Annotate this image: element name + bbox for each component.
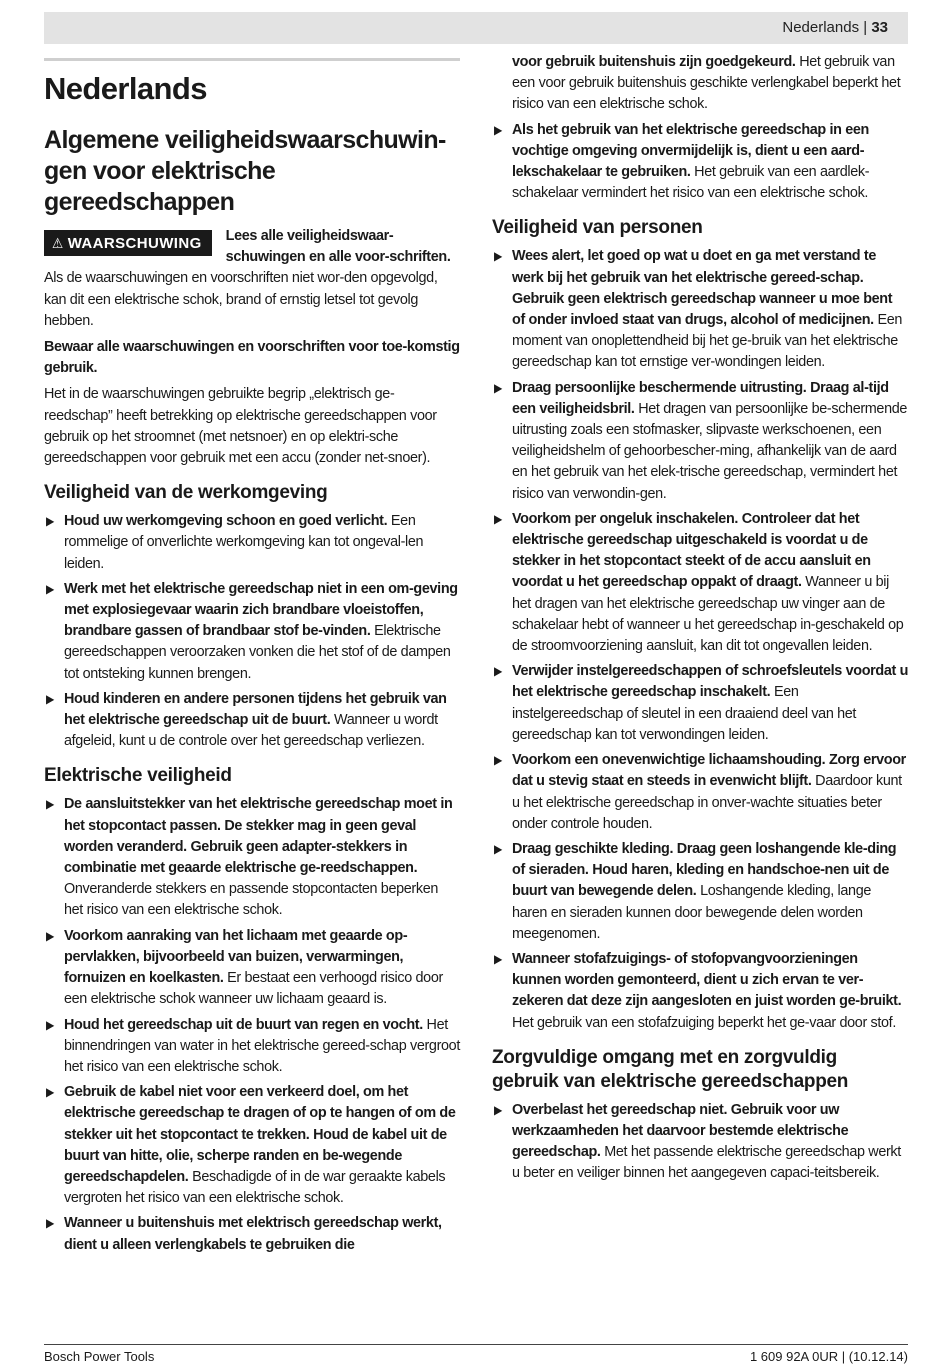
bullet-arrow-icon: ▶ <box>494 122 502 137</box>
item-text: Loshangende kleding, lange haren en sieraden kunnen door bewegende delen worden meegenomen. <box>512 883 872 942</box>
item-bold-text: De aansluitstekker van het elektrische gereedschap moet in het stopcontact passen. De stekker mag in geen geval worden veranderd. Gebruik geen adapter-stekkers in combinatie met geaarde elektrische ge-reedschappen. <box>64 796 453 877</box>
electrical-list <box>44 794 460 1255</box>
item-bold-text: Overbelast het gereedschap niet. Gebruik voor uw werkzaamheden het daarvoor bestemde elektrische gereedschap. <box>512 1101 849 1161</box>
list-item <box>44 511 460 575</box>
item-bold-text: Voorkom een onevenwichtige lichaamshouding. Zorg ervoor dat u stevig staat en steeds in evenwicht blijft. <box>512 752 906 790</box>
list-item <box>44 1015 460 1079</box>
list-item <box>492 246 908 373</box>
section-heading-electrical: Elektrische veiligheid <box>44 765 232 787</box>
footer-rule <box>44 1344 908 1345</box>
bullet-arrow-icon: ▶ <box>46 1085 54 1100</box>
item-text: Elektrische gereedschappen veroorzaken vonken die het stof of de dampen tot ontsteking kunnen brengen. <box>64 623 451 682</box>
bullet-arrow-icon: ▶ <box>494 511 502 526</box>
item-text: Het gebruik van een voor gebruik buitenshuis geschikte verlengkabel beperkt het risico van een elektrische schok. <box>512 54 901 113</box>
item-bold-text: Wanneer u buitenshuis met elektrisch gereedschap werkt, dient u alleen verlengkabels te gebruiken die <box>64 1215 442 1253</box>
bullet-arrow-icon: ▶ <box>46 1017 54 1032</box>
running-header <box>782 19 888 36</box>
item-bold-text: Als het gebruik van het elektrische gereedschap in een vochtige omgeving onvermijdelijk is, dient u een aard-lekschakelaar te gebruiken. <box>512 121 869 181</box>
item-bold-text: Wees alert, let goed op wat u doet en ga met verstand te werk bij het gebruik van het elektrische gereed-schap. Gebruik geen elektrisch gereedschap wanneer u moe bent of onder invloed staat van drugs, alcohol of medicijnen. <box>512 248 893 329</box>
list-item <box>492 509 908 657</box>
item-bold-text: Houd kinderen en andere personen tijdens het gebruik van het elektrische gereedschap uit de buurt. <box>64 690 447 729</box>
list-item <box>492 378 908 505</box>
warning-block <box>44 226 460 332</box>
bullet-arrow-icon: ▶ <box>46 581 54 596</box>
bullet-arrow-icon: ▶ <box>494 841 502 856</box>
item-bold-text: voor gebruik buitenshuis zijn goedgekeurd. <box>512 54 796 70</box>
bullet-arrow-icon: ▶ <box>46 928 54 943</box>
continued-list <box>492 52 908 204</box>
item-bold-text: Houd het gereedschap uit de buurt van regen en vocht. <box>64 1016 423 1033</box>
keep-instructions <box>44 337 460 379</box>
footer-doc-id: 1 609 92A 0UR | (10.12.14) <box>749 1349 908 1364</box>
warning-triangle-icon: ⚠ <box>52 235 64 251</box>
item-text: Het gebruik van een stofafzuiging beperkt het ge-vaar door stof. <box>512 1014 896 1031</box>
item-bold-text: Voorkom per ongeluk inschakelen. Controleer dat het elektrische gereedschap uitgeschakeld is voordat u de stekker in het stopcontact steekt of de accu aansluit en voordat u het gereedschap oppakt of draagt. <box>512 510 871 591</box>
list-item <box>44 794 460 921</box>
work-area-list <box>44 511 460 752</box>
careful-use-list <box>492 1100 908 1185</box>
bullet-arrow-icon: ▶ <box>46 797 54 812</box>
language-title: Nederlands <box>44 71 207 106</box>
footer-brand: Bosch Power Tools <box>44 1349 155 1364</box>
list-item <box>492 661 908 746</box>
list-item <box>44 926 460 1011</box>
section-heading-work-area: Veiligheid van de werkomgeving <box>44 482 328 504</box>
bullet-arrow-icon: ▶ <box>494 753 502 768</box>
list-item <box>492 949 908 1034</box>
page-header-bar <box>44 12 908 44</box>
bullet-arrow-icon: ▶ <box>494 380 502 395</box>
item-bold-text: Werk met het elektrische gereedschap niet in een om-geving met explosiegevaar waarin zich brandbare vloeistoffen, brandbare gassen of brandbaar stof be-vinden. <box>64 580 458 640</box>
item-text: Met het passende elektrische gereedschap werkt u beter en veiliger binnen het aangegeven capaci-teitsbereik. <box>512 1144 901 1182</box>
section-heading-personal: Veiligheid van personen <box>492 217 703 239</box>
warning-badge <box>44 230 212 256</box>
item-bold-text: Houd uw werkomgeving schoon en goed verlicht. <box>64 513 388 530</box>
item-text: Er bestaat een verhoogd risico door een elektrische schok wanneer uw lichaam geaard is. <box>64 970 443 1008</box>
language-rule <box>44 58 460 61</box>
list-item <box>44 1082 460 1209</box>
warning-badge-label: WAARSCHUWING <box>67 235 202 252</box>
item-text: Onveranderde stekkers en passende stopcontacten beperken het risico van een elektrische schok. <box>64 881 438 919</box>
item-text: Een instelgereedschap of sleutel in een draaiend deel van het gereedschap kan tot verwondingen leiden. <box>512 684 857 743</box>
left-column <box>44 52 460 1260</box>
list-item <box>44 1213 460 1255</box>
list-item <box>492 750 908 835</box>
item-bold-text: Wanneer stofafzuigings- of stofopvangvoorzieningen kunnen worden gemonteerd, dient u zich ervan te ver-zekeren dat deze zijn aangesloten en juist worden ge-bruikt. <box>512 950 902 1010</box>
list-item <box>492 839 908 945</box>
list-item-continued <box>492 52 908 116</box>
item-text: Het binnendringen van water in het elektrische gereed-schap vergroot het risico van een elektrische schok. <box>64 1016 460 1075</box>
list-item <box>492 120 908 205</box>
warning-text: Als de waarschuwingen en voorschriften niet wor-den opgevolgd, kan dit een elektrische schok, brand of ernstig letsel tot gevolg hebben. <box>44 270 438 329</box>
bullet-arrow-icon: ▶ <box>46 691 54 706</box>
list-item <box>44 579 460 685</box>
header-section: Nederlands <box>782 19 860 36</box>
bullet-arrow-icon: ▶ <box>494 951 502 966</box>
item-bold-text: Verwijder instelgereedschappen of schroefsleutels voordat u het elektrische gereedschap inschakelt. <box>512 663 909 701</box>
item-bold-text: Draag persoonlijke beschermende uitrusting. Draag al-tijd een veiligheidsbril. <box>512 379 889 417</box>
bullet-arrow-icon: ▶ <box>494 249 502 264</box>
item-bold-text: Draag geschikte kleding. Draag geen loshangende kle-ding of sieraden. Houd haren, kleding en handschoe-nen uit de buurt van bewegende delen. <box>512 840 897 900</box>
bullet-arrow-icon: ▶ <box>494 1102 502 1117</box>
item-text: Het gebruik van een aardlek-schakelaar vermindert het risico van een elektrische schok. <box>512 164 870 202</box>
item-text: Wanneer u bij het dragen van het elektrische gereedschap uw vinger aan de schakelaar hebt of wanneer u het gereedschap in-geschakeld op de stroomvoorziening aansluit, kan dit tot ongevallen leiden. <box>512 574 904 655</box>
bullet-arrow-icon: ▶ <box>46 1216 54 1231</box>
header-separator: | <box>859 19 872 36</box>
right-column <box>492 52 908 1189</box>
list-item <box>44 689 460 753</box>
item-text: Een rommelige of onverlichte werkomgeving kan tot ongeval-len leiden. <box>64 513 424 572</box>
page-number: 33 <box>871 19 888 36</box>
bullet-arrow-icon: ▶ <box>494 664 502 679</box>
item-text: Het dragen van persoonlijke be-schermende uitrusting zoals een stofmasker, slipvaste werkschoenen, een veiligheidshelm of gehoorbescher-ming, afhankelijk van de aard en het gebruik van het elek-trische gereedschap, vermindert het risico van verwondin-gen. <box>512 400 908 502</box>
item-text: Wanneer u wordt afgeleid, kunt u de controle over het gereedschap verliezen. <box>64 712 438 750</box>
main-heading: Algemene veiligheidswaarschuwin-gen voor elektrische gereedschappen <box>44 126 446 216</box>
term-paragraph: Het in de waarschuwingen gebruikte begrip „elektrisch ge-reedschap” heeft betrekking op elektrische gereedschappen voor gebruik op het stroomnet (met netsnoer) en op elektri-sche gereedschappen voor gebruik met een accu (zonder net-snoer). <box>44 386 437 467</box>
item-bold-text: Gebruik de kabel niet voor een verkeerd doel, om het elektrische gereedschap te dragen of op te hangen of om de stekker uit het stopcontact te trekken. Houd de kabel uit de buurt van hitte, olie, scherpe randen en be-wegende gereedschapdelen. <box>64 1084 456 1185</box>
item-text: Een moment van onoplettendheid bij het ge-bruik van het elektrische gereedschap kan tot ernstige ver-wondingen leiden. <box>512 312 903 371</box>
warning-bold-text: Lees alle veiligheidswaar-schuwingen en alle voor-schriften. <box>225 228 451 266</box>
list-item <box>492 1100 908 1185</box>
personal-list <box>492 246 908 1033</box>
item-text: Beschadigde of in de war geraakte kabels vergroten het risico van een elektrische schok. <box>64 1168 446 1207</box>
item-text: Daardoor kunt u het elektrische gereedschap in onver-wachte situaties beter onder controle houden. <box>512 773 902 832</box>
keep-instructions-text: Bewaar alle waarschuwingen en voorschriften voor toe-komstig gebruik. <box>44 339 460 377</box>
section-heading-careful-use: Zorgvuldige omgang met en zorgvuldig gebruik van elektrische gereedschappen <box>492 1046 849 1092</box>
bullet-arrow-icon: ▶ <box>46 514 54 529</box>
item-bold-text: Voorkom aanraking van het lichaam met geaarde op-pervlakken, bijvoorbeeld van buizen, verwarmingen, fornuizen en koelkasten. <box>64 927 408 987</box>
